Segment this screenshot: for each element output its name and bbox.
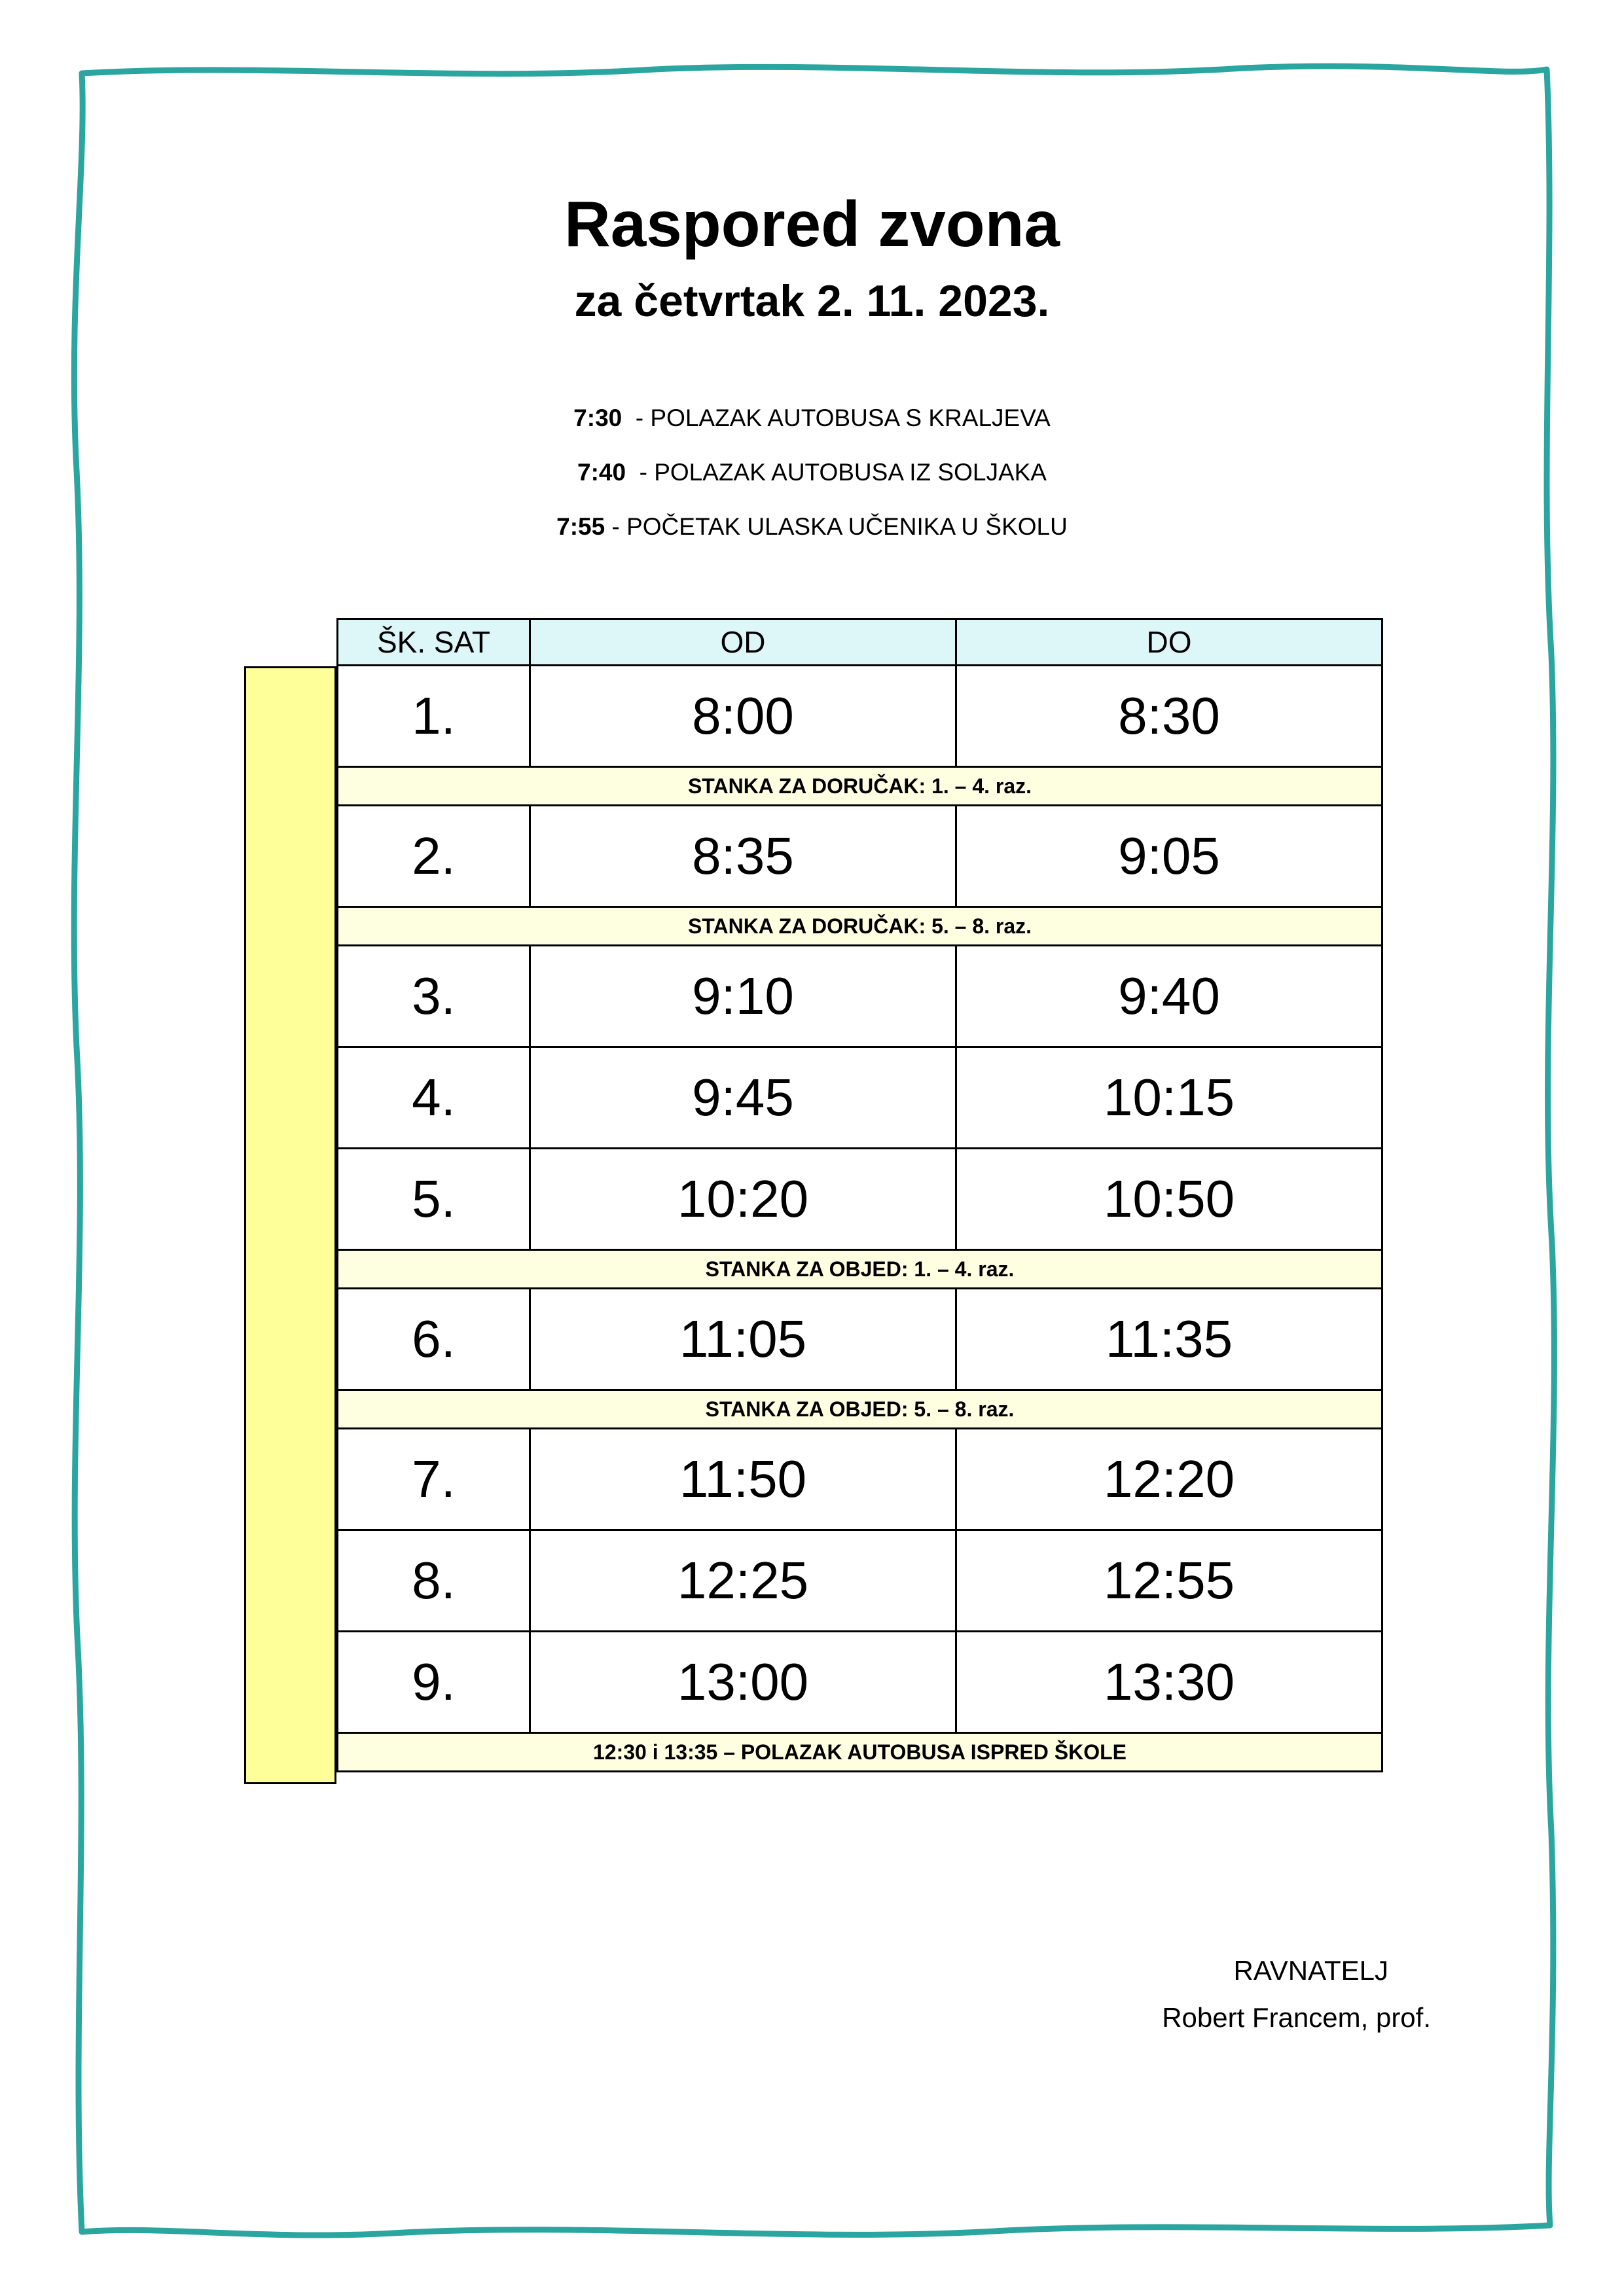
period-number: 7. xyxy=(338,1429,530,1530)
table-row xyxy=(338,1149,1382,1250)
table-header-row xyxy=(338,619,1382,666)
page-title: Raspored zvona xyxy=(564,188,1060,260)
table-row xyxy=(338,1632,1382,1733)
table-row xyxy=(338,1429,1382,1530)
note-text: - POLAZAK AUTOBUSA S KRALJEVA xyxy=(622,404,1051,431)
end-time: 9:40 xyxy=(956,946,1382,1047)
start-time: 8:35 xyxy=(530,806,956,907)
table-row xyxy=(338,1289,1382,1390)
break-row xyxy=(338,1733,1382,1772)
end-time: 9:05 xyxy=(956,806,1382,907)
signature-name: Robert Francem, prof. xyxy=(1162,2002,1431,2033)
period-number: 2. xyxy=(338,806,530,907)
page-subtitle: za četvrtak 2. 11. 2023. xyxy=(574,276,1050,326)
note-line xyxy=(0,402,1624,435)
period-number: 5. xyxy=(338,1149,530,1250)
note-text: - POLAZAK AUTOBUSA IZ SOLJAKA xyxy=(626,459,1047,486)
break-row xyxy=(338,767,1382,806)
break-label: STANKA ZA OBJED: 1. – 4. raz. xyxy=(338,1250,1382,1289)
table-row xyxy=(338,666,1382,767)
end-time: 12:55 xyxy=(956,1530,1382,1632)
period-number: 3. xyxy=(338,946,530,1047)
header-period: ŠK. SAT xyxy=(338,619,530,666)
note-time: 7:55 xyxy=(556,513,605,540)
note-line xyxy=(0,456,1624,489)
sidebar-highlight xyxy=(244,666,336,1784)
start-time: 10:20 xyxy=(530,1149,956,1250)
end-time: 12:20 xyxy=(956,1429,1382,1530)
end-time: 8:30 xyxy=(956,666,1382,767)
note-line xyxy=(0,511,1624,543)
period-number: 4. xyxy=(338,1047,530,1149)
break-label: STANKA ZA DORUČAK: 1. – 4. raz. xyxy=(338,767,1382,806)
period-number: 8. xyxy=(338,1530,530,1632)
end-time: 10:50 xyxy=(956,1149,1382,1250)
start-time: 12:25 xyxy=(530,1530,956,1632)
table-row xyxy=(338,1530,1382,1632)
table-row xyxy=(338,1047,1382,1149)
table-row xyxy=(338,806,1382,907)
table-row xyxy=(338,946,1382,1047)
end-time: 13:30 xyxy=(956,1632,1382,1733)
start-time: 8:00 xyxy=(530,666,956,767)
note-text: - POČETAK ULASKA UČENIKA U ŠKOLU xyxy=(605,513,1068,540)
signature-block xyxy=(1162,1947,1431,2041)
note-time: 7:40 xyxy=(577,459,626,486)
period-number: 6. xyxy=(338,1289,530,1390)
signature-role: RAVNATELJ xyxy=(1233,1955,1388,1986)
start-time: 13:00 xyxy=(530,1632,956,1733)
period-number: 9. xyxy=(338,1632,530,1733)
header-from: OD xyxy=(530,619,956,666)
break-row xyxy=(338,1390,1382,1429)
end-time: 11:35 xyxy=(956,1289,1382,1390)
break-row xyxy=(338,907,1382,946)
break-label: STANKA ZA OBJED: 5. – 8. raz. xyxy=(338,1390,1382,1429)
break-label: STANKA ZA DORUČAK: 5. – 8. raz. xyxy=(338,907,1382,946)
break-row xyxy=(338,1250,1382,1289)
start-time: 9:45 xyxy=(530,1047,956,1149)
start-time: 11:50 xyxy=(530,1429,956,1530)
header-to: DO xyxy=(956,619,1382,666)
start-time: 9:10 xyxy=(530,946,956,1047)
break-label: 12:30 i 13:35 – POLAZAK AUTOBUSA ISPRED ŠKOLE xyxy=(338,1733,1382,1772)
period-number: 1. xyxy=(338,666,530,767)
bell-schedule-table xyxy=(336,618,1383,1772)
note-time: 7:30 xyxy=(573,404,623,431)
end-time: 10:15 xyxy=(956,1047,1382,1149)
start-time: 11:05 xyxy=(530,1289,956,1390)
